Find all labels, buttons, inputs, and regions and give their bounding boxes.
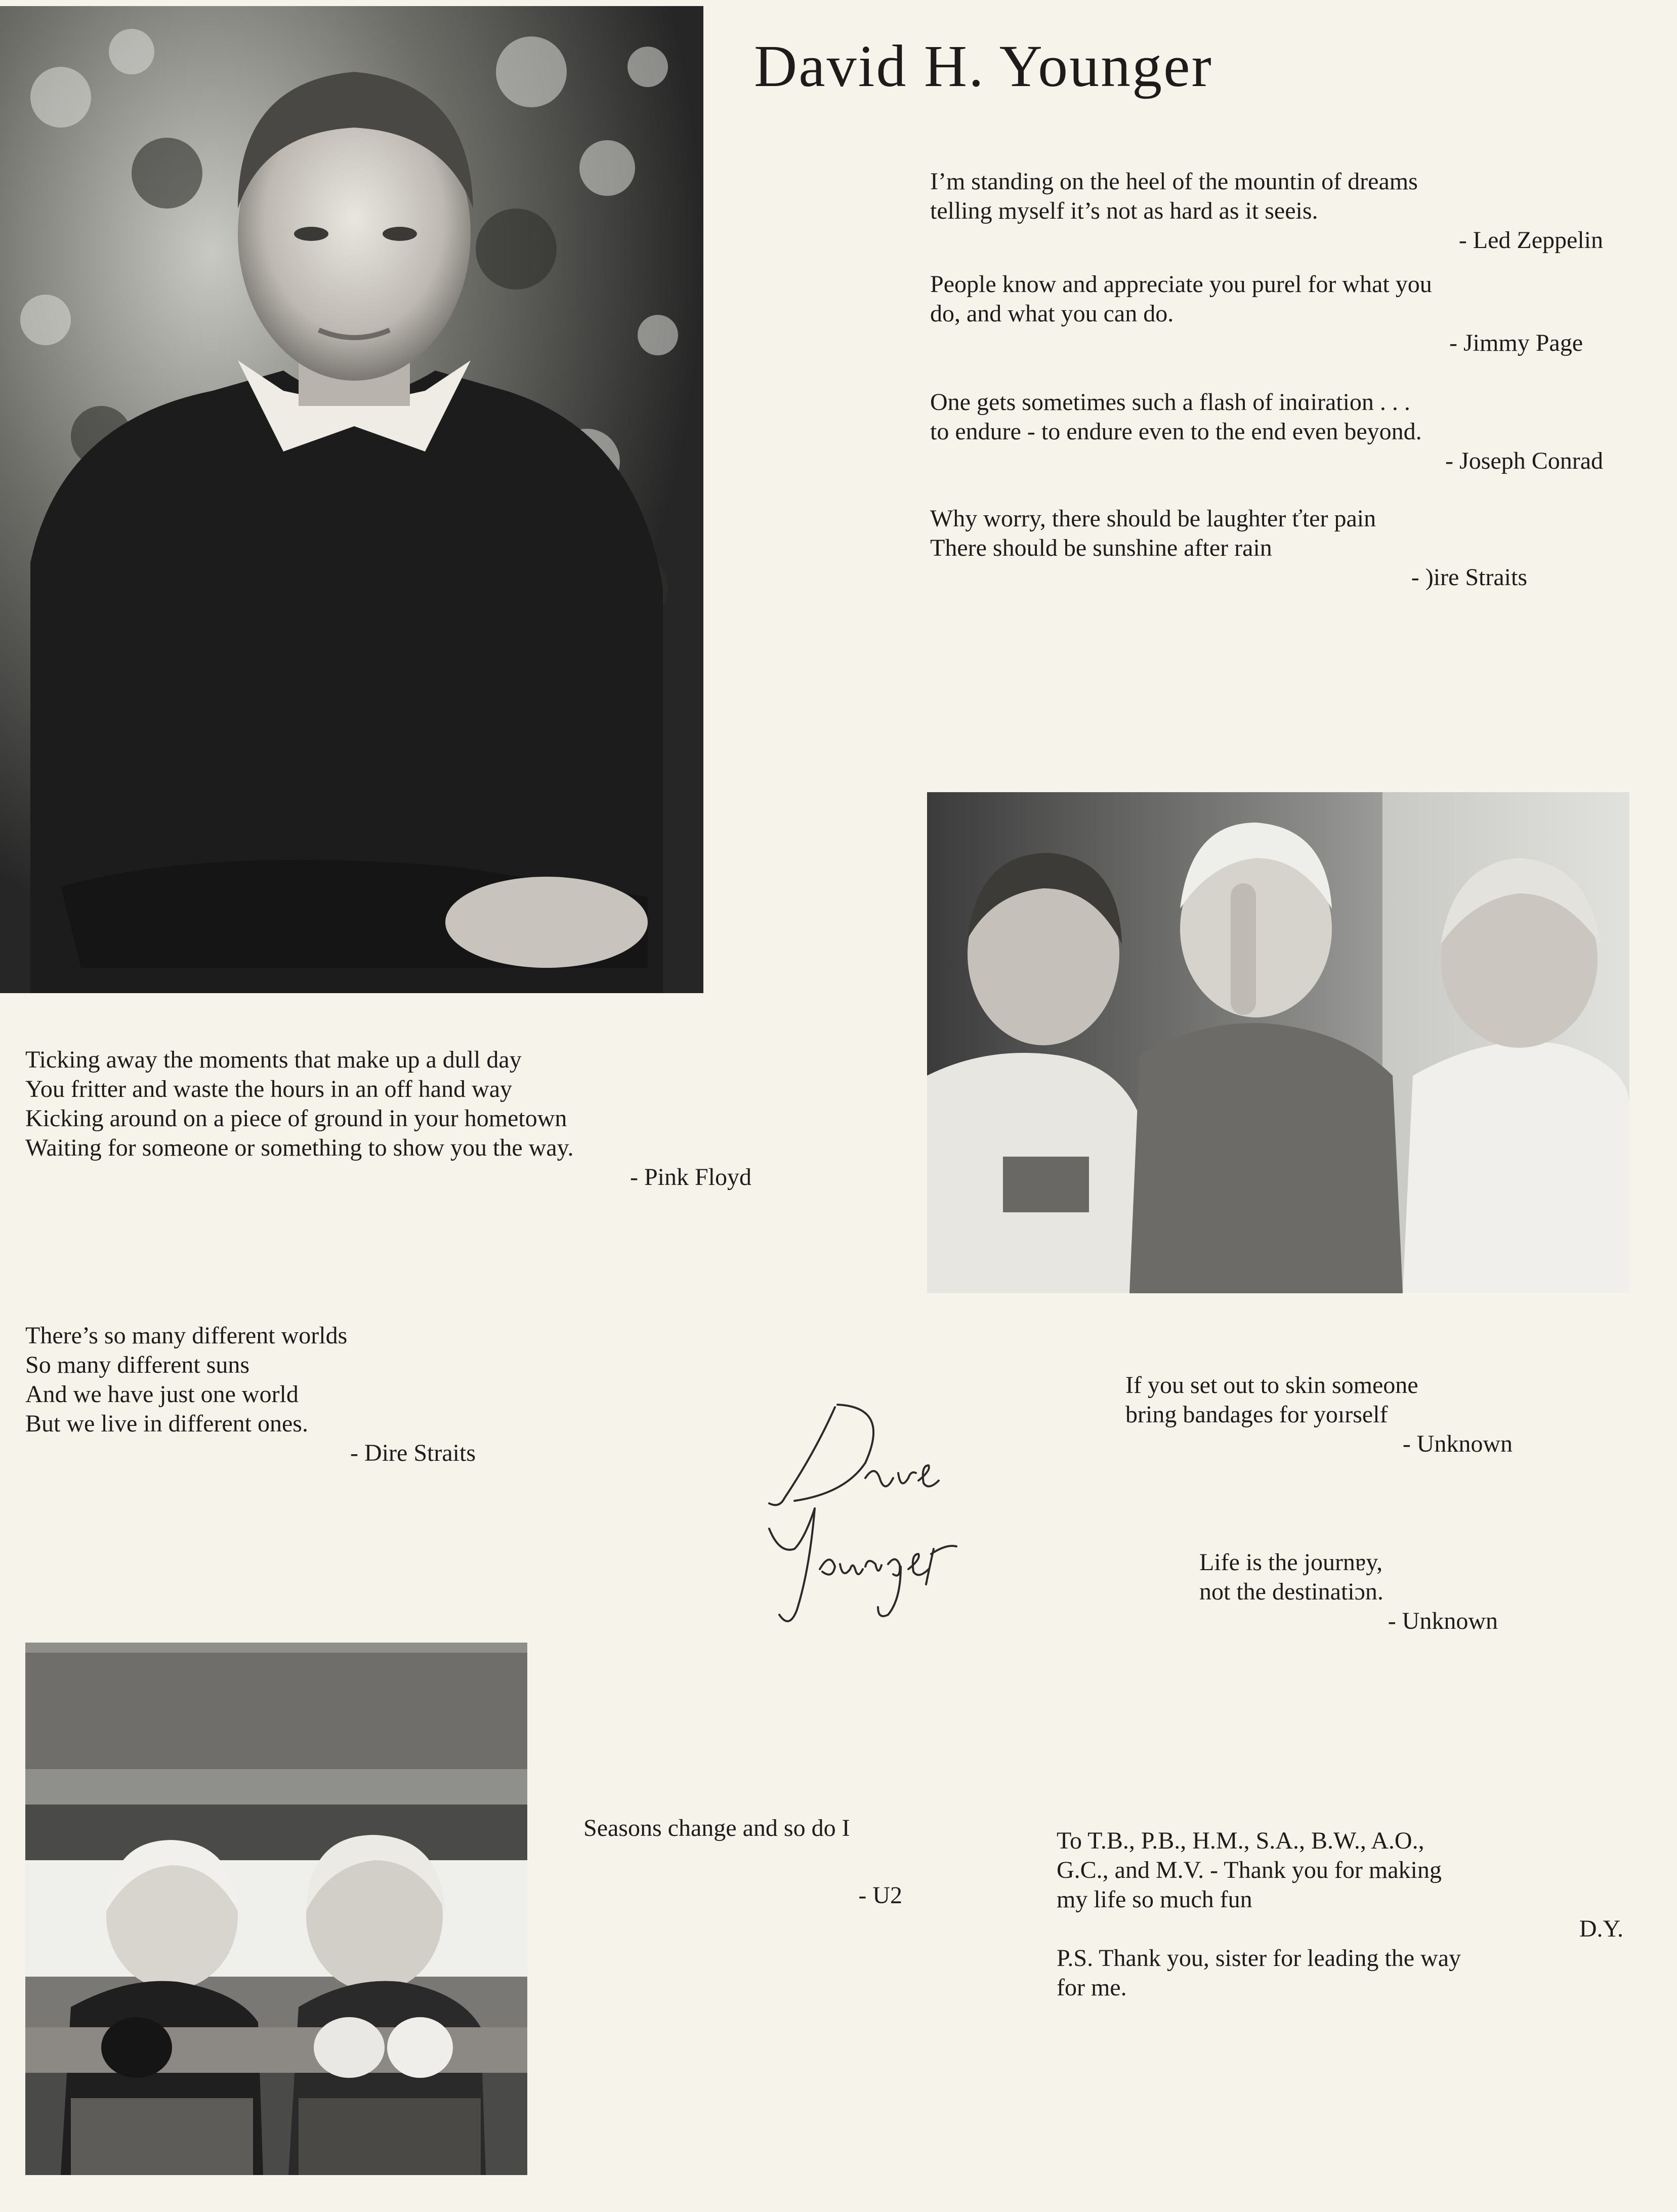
quote-line: But we live in different ones. xyxy=(25,1410,308,1437)
quote-line: Life is the journɐy, xyxy=(1199,1549,1383,1576)
quote-line: You fritter and waste the hours in an off hand way xyxy=(25,1076,513,1102)
quote-line: People know and appreciate you purel for what you xyxy=(930,271,1432,298)
quote-attribution: - Dire Straits xyxy=(350,1440,476,1466)
signature xyxy=(749,1377,982,1681)
quote-line: There should be sunshine after rain xyxy=(930,535,1272,561)
quote-led-zeppelin xyxy=(930,167,1603,255)
dedication-ps-line: P.S. Thank you, sister for leading the way xyxy=(1057,1945,1461,1972)
two-children-photo xyxy=(25,1643,527,2175)
quote-attribution: - )ire Straits xyxy=(1411,564,1527,591)
quote-joseph-conrad xyxy=(930,388,1603,476)
quote-line: Seasons change and so do I xyxy=(583,1815,850,1841)
quote-line: to endure - to endure even to the end even beyond. xyxy=(930,418,1422,445)
quote-dire-straits-worlds xyxy=(25,1321,476,1468)
dedication-line: G.C., and M.V. - Thank you for making xyxy=(1057,1857,1442,1883)
quote-dire-straits-why-worry xyxy=(930,504,1527,592)
quote-attribution: - Joseph Conrad xyxy=(1445,447,1603,474)
quote-pink-floyd xyxy=(25,1045,751,1192)
signature-drawing xyxy=(749,1377,982,1681)
quote-attribution: - U2 xyxy=(858,1882,902,1909)
quote-jimmy-page xyxy=(930,270,1583,358)
quote-line: So many different suns xyxy=(25,1351,250,1378)
quote-line: And we have just one world xyxy=(25,1381,299,1408)
dedication-ps-line: for me. xyxy=(1057,1974,1127,2001)
quote-attribution: - Pink Floyd xyxy=(630,1164,751,1191)
dedication-line: my life so much fun xyxy=(1057,1886,1252,1913)
quote-line: I’m standing on the heel of the mountin of dreams xyxy=(930,168,1418,195)
quote-line: There’s so many different worlds xyxy=(25,1322,348,1349)
quote-skin-someone xyxy=(1125,1371,1513,1459)
quote-line: One gets sometimes such a flash of inɑiration . . . xyxy=(930,389,1410,416)
portrait-photo xyxy=(0,6,703,993)
quote-seasons xyxy=(583,1814,902,1910)
quote-line: Why worry, there should be laughter ťter pain xyxy=(930,505,1376,532)
three-boys-photo xyxy=(927,792,1629,1293)
quote-line: telling myself it’s not as hard as it seeis. xyxy=(930,197,1318,224)
dedication-line: To T.B., P.B., H.M., S.A., B.W., A.O., xyxy=(1057,1827,1424,1854)
quote-journey xyxy=(1199,1548,1498,1636)
quote-line: not the destinatiɔn. xyxy=(1199,1578,1383,1605)
quote-line: do, and what you can do. xyxy=(930,300,1174,327)
dedication-signoff: D.Y. xyxy=(1579,1915,1623,1942)
quote-line: If you set out to skin ѕomeone xyxy=(1125,1372,1418,1399)
page-title: David H. Younger xyxy=(754,33,1213,99)
quote-line: Ticking away the moments that make up a dull day xyxy=(25,1046,522,1073)
quote-attribution: - Led Zeppelin xyxy=(1458,227,1603,254)
quote-line: Kicking around on a piece of ground in your hometown xyxy=(25,1105,567,1132)
dedication xyxy=(1057,1826,1623,2002)
quote-attribution: - Jimmy Page xyxy=(1449,330,1583,356)
quote-line: Waiting for someone or something to show you the way. xyxy=(25,1134,574,1161)
quote-attribution: - Unknown xyxy=(1402,1430,1513,1457)
quote-line: bring bandages for yoırself xyxy=(1125,1401,1388,1428)
quote-attribution: - Unknown xyxy=(1388,1608,1498,1634)
